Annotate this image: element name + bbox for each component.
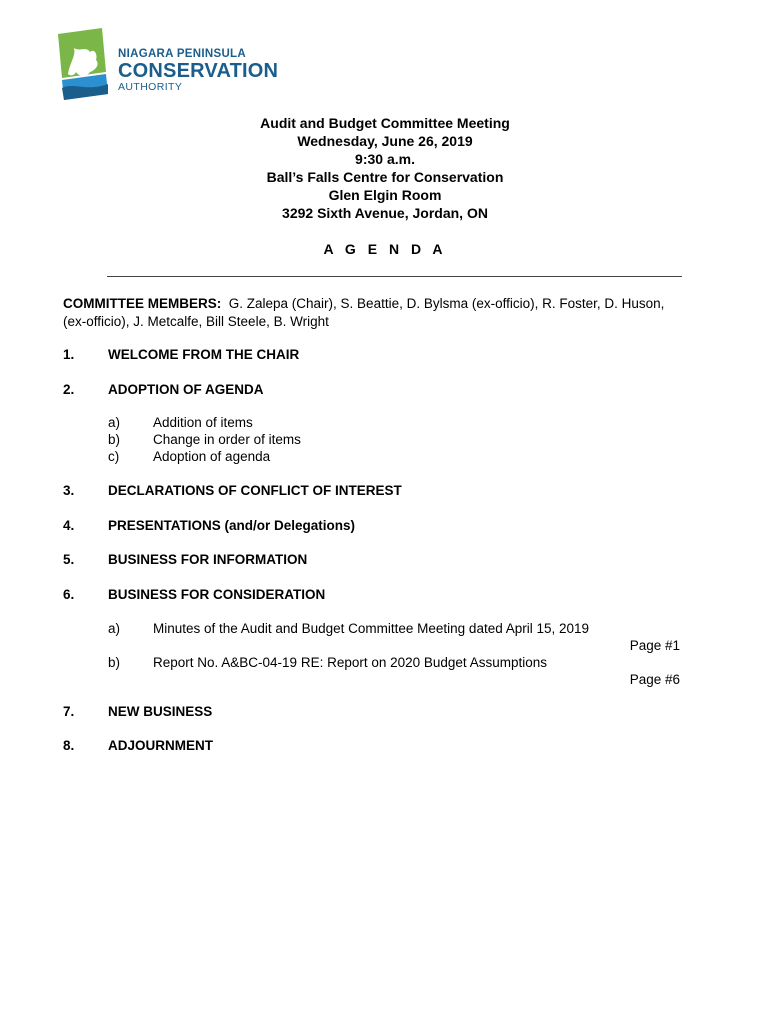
meeting-date: Wednesday, June 26, 2019 [297,133,473,149]
members-names: G. Zalepa (Chair), S. Beattie, D. Bylsma (ex-officio), R. Foster, D. Huson, (ex-officio), J. Metcalfe, Bill Steele, B. Wright [63,296,665,329]
agenda-heading: A G E N D A [323,241,447,257]
item-label: PRESENTATIONS (and/or Delegations) [108,518,356,533]
meeting-header [0,114,770,222]
meeting-venue: Ball’s Falls Centre for Conservation [266,169,504,185]
item-number: 4. [63,518,75,533]
divider [107,276,682,277]
meeting-time: 9:30 a.m. [355,151,415,167]
npca-logo [56,28,296,100]
sub-item-text: Adoption of agenda [153,449,271,464]
logo-line-3: AUTHORITY [118,81,183,93]
item-number: 2. [63,382,75,397]
meeting-address: 3292 Sixth Avenue, Jordan, ON [282,205,488,221]
item-number: 6. [63,587,75,602]
item-number: 8. [63,738,75,753]
item-label: ADJOURNMENT [108,738,214,753]
sub-item-text: Addition of items [153,415,253,430]
item-label: WELCOME FROM THE CHAIR [108,347,300,362]
page-ref-6a: Page #1 [629,638,680,653]
sub-item-letter: a) [108,415,121,430]
item-label: BUSINESS FOR CONSIDERATION [108,587,326,602]
page-ref-6b: Page #6 [629,672,680,687]
sub-item-letter: b) [108,655,121,670]
item-number: 3. [63,483,75,498]
committee-members [63,295,683,331]
sub-item-text: Report No. A&BC-04-19 RE: Report on 2020 Budget Assumptions [153,655,547,670]
logo-line-1: NIAGARA PENINSULA [118,48,246,60]
item-number: 5. [63,552,75,567]
members-label: COMMITTEE MEMBERS: [63,296,222,311]
item-label: ADOPTION OF AGENDA [108,382,264,397]
item-label: DECLARATIONS OF CONFLICT OF INTEREST [108,483,402,498]
item-number: 1. [63,347,75,362]
meeting-room: Glen Elgin Room [328,187,442,203]
item-label: NEW BUSINESS [108,704,213,719]
leaf-logo-icon [56,28,112,100]
meeting-title: Audit and Budget Committee Meeting [260,115,510,131]
item-label: BUSINESS FOR INFORMATION [108,552,308,567]
sub-item-letter: c) [108,449,120,464]
sub-item-text: Change in order of items [153,432,301,447]
sub-item-text: Minutes of the Audit and Budget Committee Meeting dated April 15, 2019 [153,621,590,636]
sub-item-letter: a) [108,621,121,636]
sub-item-letter: b) [108,432,121,447]
logo-line-2: CONSERVATION [118,60,279,82]
item-number: 7. [63,704,75,719]
